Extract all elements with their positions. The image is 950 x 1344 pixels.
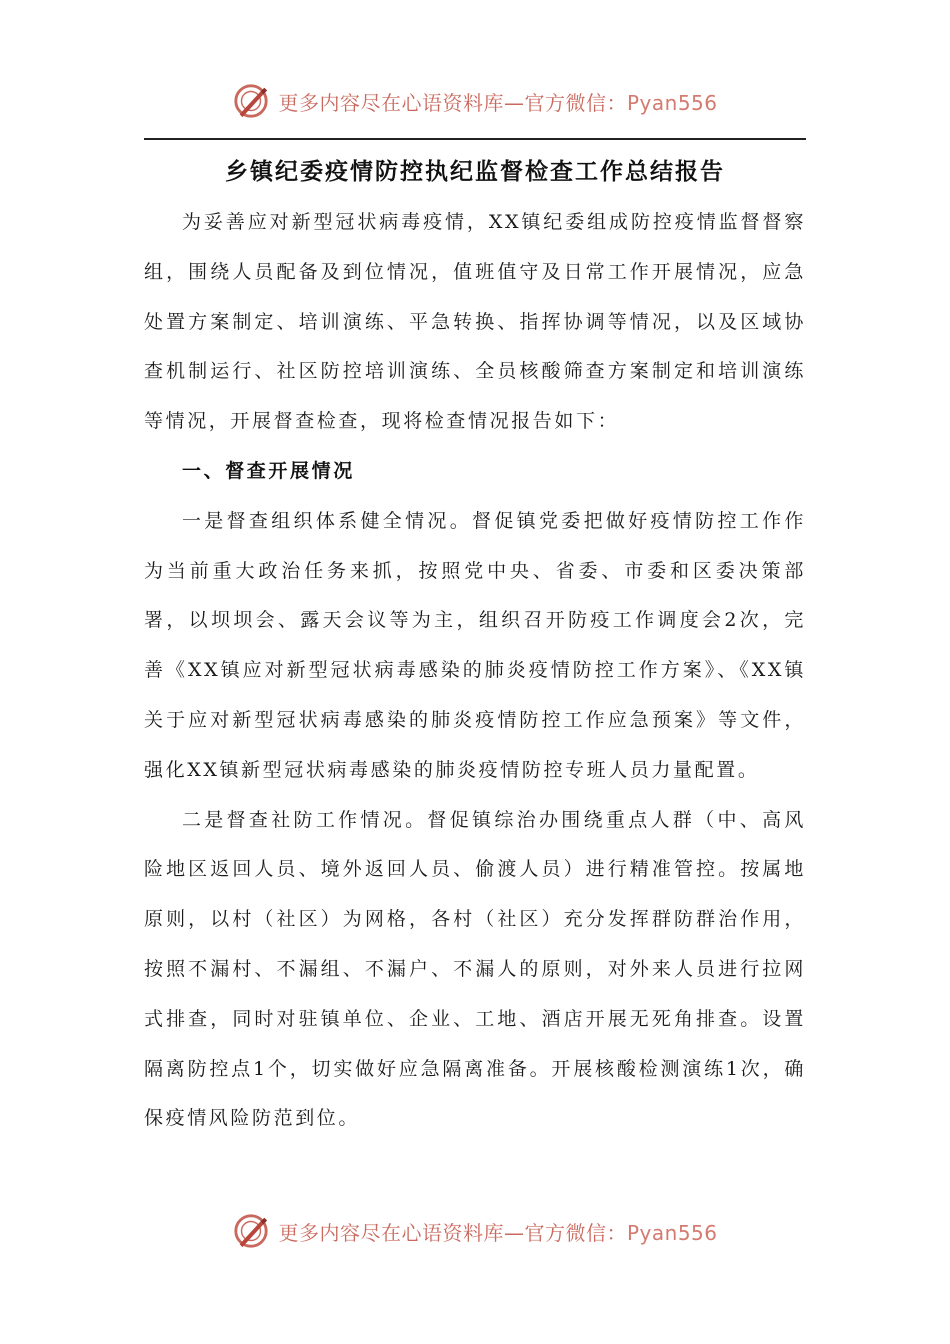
document-title: 乡镇纪委疫情防控执纪监督检查工作总结报告: [225, 158, 725, 185]
watermark-text: 更多内容尽在心语资料库—官方微信：Pyan556: [278, 1220, 718, 1245]
section-heading-1: 一、督查开展情况: [182, 459, 355, 482]
header-divider: [144, 138, 806, 140]
paragraph-community-prevention: 二是督查社防工作情况。督促镇综治办围绕重点人群（中、高风险地区返回人员、境外返回人员、偷渡人员）进行精准管控。按属地原则，以村（社区）为网格，各村（社区）充分发挥群防群治作用，按照不漏村、不漏组、不漏户、不漏人的原则，对外来人员进行拉网式排查，同时对驻镇单位、企业、工地、酒店开展无死角排查。设置隔离防控点1个，切实做好应急隔离准备。开展核酸检测演练1次，确保疫情风险防范到位。: [144, 808, 806, 1130]
footer-watermark: [0, 1206, 950, 1256]
pen-circle-logo-icon: [232, 82, 270, 120]
document-body: [144, 198, 806, 1144]
watermark-wechat-id: Pyan556: [626, 90, 718, 115]
pen-circle-logo-icon: [232, 1212, 270, 1250]
watermark-wechat-id: Pyan556: [626, 1220, 718, 1245]
header-watermark: [0, 76, 950, 126]
intro-paragraph: 为妥善应对新型冠状病毒疫情，XX镇纪委组成防控疫情监督督察组，围绕人员配备及到位情况，值班值守及日常工作开展情况，应急处置方案制定、培训演练、平急转换、指挥协调等情况，以及区域协查机制运行、社区防控培训演练、全员核酸筛查方案制定和培训演练等情况，开展督查检查，现将检查情况报告如下：: [144, 211, 806, 433]
watermark-text: 更多内容尽在心语资料库—官方微信：Pyan556: [278, 90, 718, 115]
paragraph-organization: 一是督查组织体系健全情况。督促镇党委把做好疫情防控工作作为当前重大政治任务来抓，按照党中央、省委、市委和区委决策部署，以坝坝会、露天会议等为主，组织召开防疫工作调度会2次，完善《XX镇应对新型冠状病毒感染的肺炎疫情防控工作方案》、《XX镇关于应对新型冠状病毒感染的肺炎疫情防控工作应急预案》等文件，强化XX镇新型冠状病毒感染的肺炎疫情防控专班人员力量配置。: [144, 509, 806, 781]
